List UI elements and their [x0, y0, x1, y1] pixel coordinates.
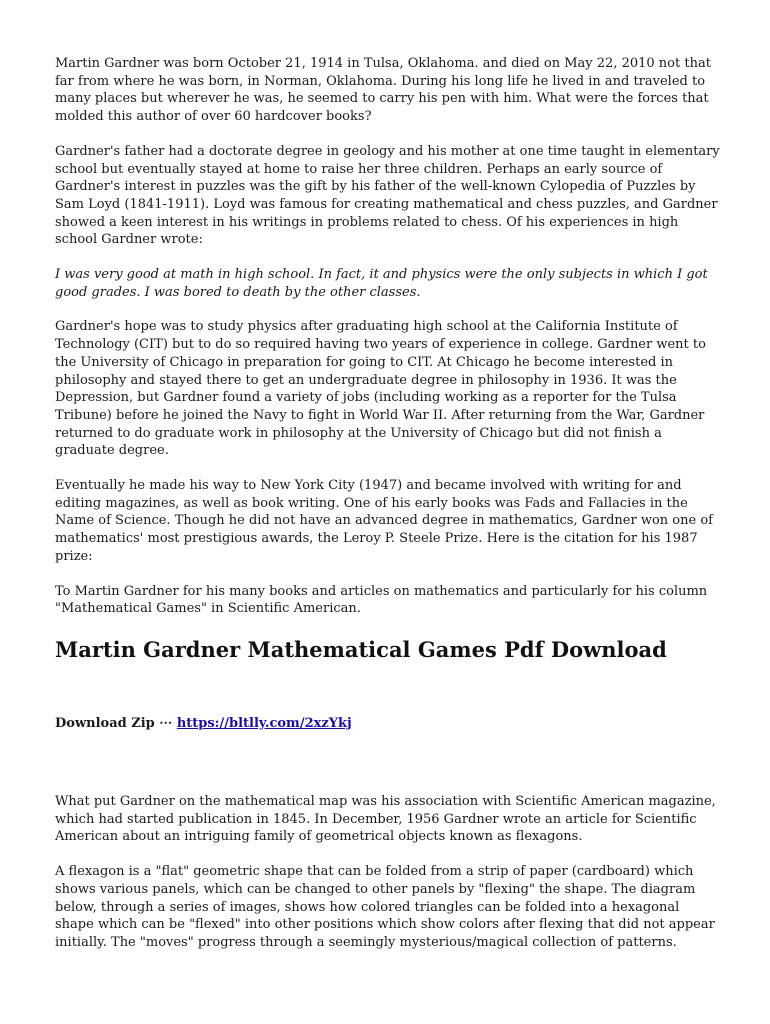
download-label: Download Zip ⋯: [55, 715, 173, 731]
paragraph-citation: To Martin Gardner for his many books and articles on mathematics and particularly for his column "Mathematical Games" in Scientific American.: [55, 583, 708, 617]
paragraph-career: Eventually he made his way to New York City (1947) and became involved with writing for and editing magazines, as well as book writing. One of his early books was Fads and Fallacies in the Name of Science. Though he did not have an advanced degree in mathematics, Gardner won one of mathematics' most prestigious awards, the Leroy P. Steele Prize. Here is the citation for his 1987 prize:: [55, 478, 713, 564]
download-link[interactable]: https://bltlly.com/2xzYkj: [176, 715, 352, 731]
download-line: [55, 715, 720, 793]
paragraph-scientific-american: What put Gardner on the mathematical map was his association with Scientific American magazine, which had started publication in 1845. In December, 1956 Gardner wrote an article for Scientific American about an intriguing family of geometrical objects known as flexagons.: [55, 793, 716, 845]
paragraph-birth: Martin Gardner was born October 21, 1914 in Tulsa, Oklahoma. and died on May 22, 2010 not that far from where he was born, in Norman, Oklahoma. During his long life he lived in and traveled to many places but wherever he was, he seemed to carry his pen with him. What were the forces that molded this author of over 60 hardcover books?: [55, 56, 711, 125]
page-title: Martin Gardner Mathematical Games Pdf Download: [55, 636, 667, 662]
paragraph-flexagon: A flexagon is a "flat" geometric shape that can be folded from a strip of paper (cardboard) which shows various panels, which can be changed to other panels by "flexing" the shape. The diagram below, through a series of images, shows how colored triangles can be folded into a hexagonal shape which can be "flexed" into other positions which show colors after flexing that did not appear initially. The "moves" progress through a seemingly mysterious/magical collection of patterns.: [55, 864, 715, 950]
document-page: [55, 55, 720, 969]
quote-high-school: I was very good at math in high school. In fact, it and physics were the only subjects in which I got good grades. I was bored to death by the other classes.: [55, 267, 708, 300]
paragraph-education: Gardner's hope was to study physics after graduating high school at the California Institute of Technology (CIT) but to do so required having two years of experience in college. Gardner went to the University of Chicago in preparation for going to CIT. At Chicago he become interested in philosophy and stayed there to get an undergraduate degree in philosophy in 1936. It was the Depression, but Gardner found a variety of jobs (including working as a reporter for the Tulsa Tribune) before he joined the Navy to fight in World War II. After returning from the War, Gardner returned to do graduate work in philosophy at the University of Chicago but did not finish a graduate degree.: [55, 319, 706, 459]
paragraph-family: Gardner's father had a doctorate degree in geology and his mother at one time taught in elementary school but eventually stayed at home to raise her three children. Perhaps an early source of Gardner's interest in puzzles was the gift by his father of the well-known Cylopedia of Puzzles by Sam Loyd (1841-1911). Loyd was famous for creating mathematical and chess puzzles, and Gardner showed a keen interest in his writings in problems related to chess. Of his experiences in high school Gardner wrote:: [55, 143, 720, 248]
